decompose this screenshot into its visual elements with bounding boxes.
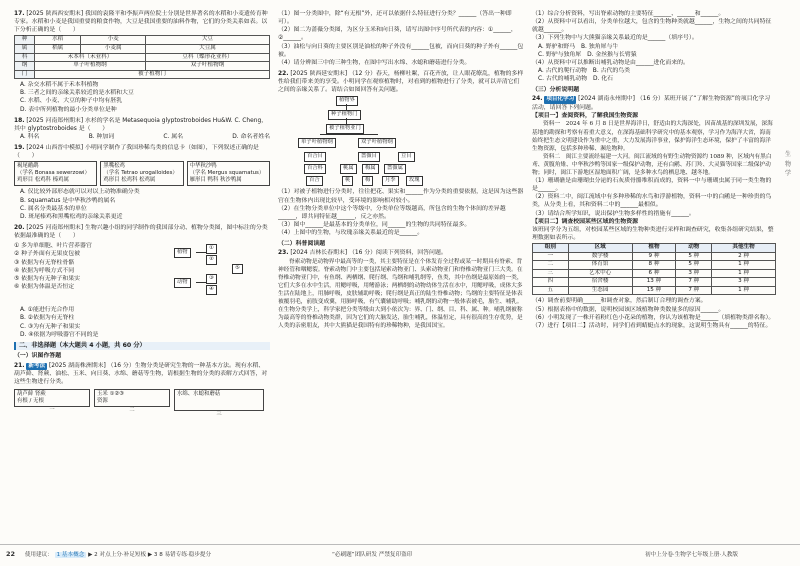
option: C. 古代的哺乳动物 D. 化石 bbox=[538, 76, 614, 83]
table-cell: 生态园 bbox=[568, 286, 632, 295]
sub-question: （3）图中______是最基本的分类单位，同______的生物的共同特征最多。 bbox=[278, 221, 471, 228]
table-cell: 三 bbox=[533, 269, 569, 278]
table-row bbox=[533, 278, 776, 287]
figure-caption: 三 bbox=[216, 410, 222, 417]
tree-line bbox=[320, 134, 378, 135]
footer-left bbox=[6, 550, 211, 560]
tree-node: 月季 bbox=[382, 176, 399, 186]
question-20 bbox=[14, 224, 270, 339]
card-taxon: 雁形目 鸭科 秋沙鸭属 bbox=[189, 177, 242, 184]
sub-question: （5）根据表格中的数据，说明校园该区域植物种类数量多的原因______。 bbox=[532, 306, 725, 313]
new-method-badge: 新考法 bbox=[28, 362, 46, 369]
table-cell: 被子植物门 bbox=[35, 70, 270, 79]
table-cell: 宿舍楼 bbox=[568, 278, 632, 287]
side-margin-label bbox=[782, 150, 794, 179]
footer-steps: ▶ 2 对点上分·补足短板 ▶ 3 8 易错专练·稳步提分 bbox=[88, 552, 212, 559]
table-cell: 稻属 bbox=[35, 44, 81, 53]
table-cell: 2 种 bbox=[712, 252, 776, 261]
table-header: 区域 bbox=[568, 244, 632, 253]
table-row bbox=[533, 269, 776, 278]
table-cell: 禾本科（禾亚科） bbox=[35, 53, 146, 62]
option: B. ②依据为有无脊柱 bbox=[20, 315, 75, 322]
card-taxon: 鸡形目 松鸡科 松鸡属 bbox=[103, 177, 156, 184]
page-footer bbox=[0, 544, 800, 566]
subsection-heading: （一）识图作答题 bbox=[14, 353, 62, 360]
footer-middle: “必刷题”团队研发 严禁复印盗印 bbox=[332, 552, 413, 559]
question-22 bbox=[278, 70, 524, 237]
tree-node: 桃 bbox=[342, 176, 353, 186]
key-item: ⑤ 依据为有无种子和果实 bbox=[14, 275, 81, 282]
figure-box bbox=[174, 389, 264, 411]
bird-info-cards bbox=[14, 161, 270, 186]
table-cell: 1 种 bbox=[712, 286, 776, 295]
card-latin: （学名 Mergus squamatus） bbox=[189, 170, 265, 177]
figure-label: 资源 bbox=[97, 397, 108, 404]
option: C. 属名 bbox=[163, 134, 184, 140]
card-title: 黑嘴松鸡 bbox=[103, 163, 125, 170]
key-item: ① 多为单细胞、叶片营养器官 bbox=[14, 243, 92, 250]
column-right bbox=[532, 10, 776, 540]
figure-caption: 二 bbox=[129, 406, 135, 413]
option: A. 仅比较外部形态就可以对以上动物准确分类 bbox=[20, 189, 140, 196]
question-text: 水杉的学名是 Metasequoia glyptostroboides Hu&W. C. Cheng，其中 glyptostroboides 是（ ） bbox=[14, 117, 268, 132]
table-cell: 二 bbox=[533, 261, 569, 270]
card-latin: （学名 Tetrao urogalloides） bbox=[103, 170, 178, 177]
option: C. ③为有无种子和果实 bbox=[20, 323, 81, 330]
side-char: 物 bbox=[784, 160, 791, 168]
question-number: 23. bbox=[278, 250, 289, 257]
table-cell: 艺术中心 bbox=[568, 269, 632, 278]
question-source: [2025 湖南株洲期末] bbox=[48, 362, 106, 369]
sub-question: （4）请分辨图三中的三种生物，在图中写出水绵、水螅和蘑菇进行分类。 bbox=[278, 59, 471, 66]
sub-question: （1）对被子植物进行分类时，往往把花、果实和______作为分类的重要依据，这是因为这些器官在生物体内出现比较早，受环境的影响相对较小。 bbox=[278, 189, 524, 204]
question-source: [2025 陕西西安期末] bbox=[26, 11, 84, 17]
sub-question: （4）调查前要明确______和调查对象，然后制订合理的调查方案。 bbox=[532, 298, 707, 305]
question-24 bbox=[532, 95, 776, 330]
tree-node: ① bbox=[206, 244, 217, 254]
table-cell: 种 bbox=[15, 36, 35, 45]
figure-label: 无根 bbox=[33, 397, 44, 404]
footer-label: 使用建议： bbox=[24, 552, 53, 559]
table-header: 动物 bbox=[676, 244, 712, 253]
tree-line bbox=[196, 252, 206, 253]
options-row bbox=[14, 133, 270, 141]
table-cell: 7 种 bbox=[676, 286, 712, 295]
sub-question: （3）请结合所学知识，说出保护生物多样性的措施有______。 bbox=[532, 210, 695, 217]
question-source: [2025 陕西延安期末] bbox=[290, 70, 348, 77]
option: D. ④依据为呼吸器官不同的是 bbox=[20, 331, 99, 338]
tree-node: 蔷薇目 bbox=[358, 152, 380, 162]
subsection-heading: （三）分析说明题 bbox=[532, 87, 580, 94]
tree-node: 梅属 bbox=[362, 164, 379, 174]
table-cell: 双子叶植物纲 bbox=[145, 62, 269, 71]
figure-label: 有根 bbox=[17, 397, 28, 404]
column-left bbox=[14, 10, 270, 540]
classification-key-figure bbox=[14, 242, 270, 304]
option: A. ①能进行光合作用 bbox=[20, 307, 75, 314]
sub-question: （3）油松与向日葵的主要区别是油松的种子外没有______包被，而向日葵的种子外有______包被。 bbox=[278, 43, 524, 58]
table-cell: 小麦属 bbox=[81, 44, 146, 53]
option: D. 表中所列植物的最小分类单位是种 bbox=[20, 106, 117, 113]
question-source: [2024 吉林长春期末] bbox=[290, 250, 348, 257]
column-middle bbox=[278, 10, 524, 540]
sub-question: （2）图二为蔷薇分类图，为区分玉米和向日葵，请写出图中序号所代表的内容：①______，②______。 bbox=[278, 27, 517, 42]
question-21-subquestions bbox=[278, 10, 524, 67]
project-learning-badge: 项目化学习 bbox=[546, 96, 575, 103]
table-cell: 9 种 bbox=[632, 252, 676, 261]
question-text: （12 分）春天，杨柳吐絮，百花齐放，让人眼花缭乱，植物的多样性给我们带来美的享受。小明同学在观察植物时，对看到的植物进行了分类，就可以弄清它们之间的亲缘关系了。请结合如图回答有关问题。 bbox=[278, 70, 524, 94]
option: A. 科名 bbox=[20, 134, 40, 140]
question-text: （16 分）阅读下列资料，回答问题。 bbox=[349, 250, 447, 257]
info-card bbox=[100, 161, 183, 186]
table-cell: 小麦 bbox=[81, 36, 146, 45]
page-number: 22 bbox=[6, 550, 16, 559]
question-23 bbox=[278, 249, 524, 330]
sub-question: （2）从资料中可以看出，分类单位越大，包含的生物种类就越______，生物之间的共同特征就越______。 bbox=[532, 19, 772, 34]
figure-two bbox=[94, 389, 170, 414]
option: D. 斑尾榛鸡和黑嘴松鸡的亲缘关系更近 bbox=[20, 213, 123, 220]
sub-question: （2）资料二中，闽江流域中有多种珍稀的水鸟和浮游植物，资料一中的白鹇是一种珍贵的鸟类，从分类上看，其和资料二中的______最相似。 bbox=[532, 194, 772, 209]
figure-box: 葫芦藓 肾蕨 有根 / 无根 bbox=[14, 389, 90, 407]
tree-node: 种子植物门 bbox=[328, 110, 361, 120]
question-21 bbox=[14, 362, 270, 418]
tree-node: ④ bbox=[206, 285, 217, 295]
table-header: 其他生物 bbox=[712, 244, 776, 253]
question-source: [2025 河南郑州期末] bbox=[26, 117, 84, 124]
table-cell: 一 bbox=[533, 252, 569, 261]
tree-node: 桃属 bbox=[340, 164, 357, 174]
table-header: 植物 bbox=[632, 244, 676, 253]
question-source: [2024 山西晋中模拟] bbox=[26, 145, 84, 152]
figure-caption: 一 bbox=[49, 406, 55, 413]
question-text: 小明同学制作了我国珍稀鸟类的信息卡（如图），下列叙述正确的是（ ） bbox=[14, 145, 259, 160]
tree-node: 玫瑰 bbox=[406, 176, 423, 186]
subsection-heading: （二）科普阅读题 bbox=[278, 241, 326, 248]
tree-node: 百合 bbox=[306, 176, 323, 186]
option: B. 三者之间的亲缘关系较近的是水稻和大豆 bbox=[20, 90, 134, 97]
table-cell: 1 种 bbox=[712, 269, 776, 278]
question-number: 20. bbox=[14, 225, 25, 232]
section-heading: 二、非选择题（本大题共 4 小题，共 60 分） bbox=[14, 342, 270, 351]
tree-node: 植物 bbox=[174, 248, 191, 258]
sub-question: （2）在生物分类单位中这个等级中，分类单位等级越高，所包含的生物个体间的差异越______，即共同特征越______，反之亦然。 bbox=[278, 205, 506, 220]
table-header: 组别 bbox=[533, 244, 569, 253]
key-list bbox=[14, 242, 164, 291]
sub-question: （1）图一分类图中，除“有无根”外，还可以依据什么特征进行分类？______（答出一种即可）。 bbox=[278, 11, 512, 26]
figure-box bbox=[94, 389, 170, 407]
option: A. 杂交水稻不属于禾本科植物 bbox=[20, 82, 99, 89]
option: B. squamatus 是中华秋沙鸭的属名 bbox=[20, 197, 116, 204]
project-text: 该班同学分为五组，对校园某些区域的生物种类进行采样和调查研究，收集各组研究结果，整理数据如表所示。 bbox=[532, 226, 774, 242]
table-cell: 6 种 bbox=[632, 269, 676, 278]
question-text: （16 分）生物分类是研究生物的一种基本方法。现有水稻、葫芦藓、肾蕨、油松、玉米、向日葵、水绵、蘑菇等生物，请根据生物的分类的表解方式回答，对这些生物进行分类。 bbox=[14, 362, 268, 386]
table-cell: 体育馆 bbox=[568, 261, 632, 270]
table-cell: 纲 bbox=[15, 62, 35, 71]
tree-node: 被子植物亚门 bbox=[326, 124, 364, 134]
question-text: 我国的袁隆平和李振声两位院士分别是世界著名的水稻和小麦遗传育种专家。水稻和小麦是我国重要的粮食作物，大豆是我国重要的油料作物，它们的分类关系如表。以下分析正确的是（ ） bbox=[14, 11, 268, 34]
sub-question: （6）小明发现了一株开着粉红色小花朵的植物，你认为该植物是______（填植物类群名称）。 bbox=[532, 314, 775, 321]
sub-question: （7）进行【项目二】活动时，同学们看到蜻蜓点水的现象，这说明生物具有______的特征。 bbox=[532, 322, 772, 329]
question-number: 19. bbox=[14, 145, 25, 152]
question-19 bbox=[14, 144, 270, 221]
tree-node: ③ bbox=[206, 274, 217, 284]
figure-label: 葫芦藓 肾蕨 bbox=[17, 390, 46, 397]
table-cell: 13 种 bbox=[632, 278, 676, 287]
info-card bbox=[14, 161, 97, 186]
reading-passage: 脊索动物是动物界中最高等的一类，其主要特征是在个体发育全过程或某一时期具有脊索、背神经管和咽鳃裂。脊索动物门中主要包括尾索动物亚门、头索动物亚门和脊椎动物亚门三大类。在脊椎动物亚门中，有鱼纲、两栖纲、爬行纲、鸟纲和哺乳纲等，鱼类，其中鱼纲是最原始的一类，它们大多在水中生活，用鳃呼吸，用鳍游泳；两栖纲的动物幼体生活在水中，用鳃呼吸，成体大多生活在陆地上，用肺呼吸，皮肤辅助呼吸；爬行纲是真正的陆生脊椎动物；鸟纲的主要特征是体表被覆羽毛，前肢变成翼，用肺呼吸，有气囊辅助呼吸；哺乳纲的动物一般体表被毛，胎生、哺乳。在生物分类学上，科学家把分类等级由大到小依次为：界、门、纲、目、科、属、种。哺乳纲被称为最高等的脊椎动物类群，因为它们的大脑发达，胎生哺乳，体温恒定，具有很高的生存优势，是人类的亲密朋友，其中大熊猫是我国特有的珍稀物种，是我国国宝。 bbox=[278, 258, 523, 330]
table-cell: 8 种 bbox=[632, 261, 676, 270]
card-title: 中华秋沙鸭 bbox=[189, 163, 217, 170]
option: A. 古代的爬行动物 B. 古代的鸟类 bbox=[538, 67, 631, 74]
tree-line bbox=[196, 282, 206, 283]
table-cell: 5 种 bbox=[676, 261, 712, 270]
survey-table bbox=[532, 243, 776, 295]
table-cell: 7 种 bbox=[676, 278, 712, 287]
option: A. 野驴和野马 B. 独角犀与牛 bbox=[538, 43, 619, 50]
classification-figures bbox=[14, 389, 270, 418]
project-heading: 【项目一】查阅资料，了解我国生物资源 bbox=[532, 113, 639, 120]
table-cell: 单子叶植物纲 bbox=[35, 62, 146, 71]
info-card bbox=[187, 161, 270, 186]
tree-node: 植物界 bbox=[336, 96, 358, 106]
key-item: ③ 依据为有无脊柱骨骼 bbox=[14, 259, 75, 266]
question-text: 生物兴趣小组的同学制作的我国部分动、植物分类图，图中标注的分类依据最准确的是（ ） bbox=[14, 225, 268, 240]
option: C. 水稻、小麦、大豆的种子中均有胚乳 bbox=[20, 98, 123, 105]
key-item: ④ 依据为呼吸方式不同 bbox=[14, 267, 75, 274]
table-cell: 大豆 bbox=[145, 36, 269, 45]
table-cell: 五 bbox=[533, 286, 569, 295]
figure-three bbox=[174, 389, 264, 418]
tree-node: 百合科 bbox=[304, 164, 326, 174]
table-cell: 四 bbox=[533, 278, 569, 287]
tree-node: 动物 bbox=[174, 278, 191, 288]
question-source: [2025 河南郑州期末] bbox=[26, 225, 84, 232]
table-row bbox=[533, 286, 776, 295]
key-tree bbox=[174, 244, 266, 300]
tree-node: ② bbox=[206, 255, 217, 265]
question-number: 17. bbox=[14, 11, 25, 17]
footer-tag: 1 基本概念 bbox=[56, 552, 85, 559]
question-18 bbox=[14, 117, 270, 141]
tree-node: 双子叶植物纲 bbox=[358, 138, 396, 148]
side-char: 生 bbox=[784, 151, 791, 158]
tree-node: 梅 bbox=[362, 176, 373, 186]
tree-node: 豆目 bbox=[398, 152, 415, 162]
table-cell: 豆科（蝶形花亚科） bbox=[145, 53, 269, 62]
tree-node: 单子叶植物纲 bbox=[298, 138, 336, 148]
table-cell: 3 种 bbox=[712, 278, 776, 287]
plant-classification-tree bbox=[298, 96, 448, 186]
card-latin: （学名 Bonasa sewerzowi） bbox=[17, 170, 90, 177]
side-char: 学 bbox=[784, 170, 791, 178]
classification-table bbox=[14, 35, 270, 79]
question-text: （16 分）某班开展了“了解生物资源”的项目化学习活动，请回答下列问题。 bbox=[532, 96, 771, 112]
sub-question: （4）从资料中可以推断出哺乳动物是由______进化而来的。 bbox=[532, 59, 689, 66]
question-17 bbox=[14, 10, 270, 114]
table-cell: 属 bbox=[15, 44, 35, 53]
figure-label: 玉米 ①②③ bbox=[97, 390, 124, 397]
question-number: 24. bbox=[532, 96, 543, 103]
table-row bbox=[533, 252, 776, 261]
sub-question: （1）综合分析资料，写出脊索动物的主要特征______、______和______。 bbox=[532, 11, 725, 17]
table-cell: 15 种 bbox=[632, 286, 676, 295]
material-one: 资料一 2024 年 6 月 8 日是世界海洋日，舒适由的大海深处，因苗战基的深圳发展，深海基地的勘探和考察有着重大意义，在深海基础科学研究中的基本观察，学习作为海洋大省，海南始终把生态文明建设作为重中之重，大力发展海洋事业，保护海洋生态环境，保护了丰富的海洋生物资源，包括多种珍稀、濒危物种。 bbox=[532, 121, 773, 152]
footer-right: 初中上分卷·生物学七年级上册·人教版 bbox=[644, 552, 738, 559]
tree-node: 蔷薇属 bbox=[384, 164, 406, 174]
sub-question: （3）下列生物中与大熊猫亲缘关系最近的是______（填序号）。 bbox=[532, 35, 698, 42]
table-cell: 数学楼 bbox=[568, 252, 632, 261]
option: D. 命名者姓名 bbox=[232, 134, 270, 140]
key-item: ② 种子外面有无果皮包被 bbox=[14, 251, 81, 258]
question-number: 18. bbox=[14, 117, 25, 124]
table-cell: 5 种 bbox=[676, 252, 712, 261]
table-row bbox=[533, 261, 776, 270]
sub-question: （4）上图中的生物，与玫瑰亲缘关系最近的是______。 bbox=[278, 230, 424, 237]
question-source: [2024 湖南永州期中] bbox=[578, 96, 635, 103]
figure-label: 水绵、水螅和蘑菇 bbox=[177, 390, 221, 397]
question-number: 21. bbox=[14, 362, 25, 369]
card-taxon: 鸡形目 松鸡科 榛鸡属 bbox=[17, 177, 69, 184]
tree-node: ⑤ bbox=[232, 264, 243, 274]
option: C. 属名分类最基本的单位 bbox=[20, 205, 87, 212]
option: B. 种加词 bbox=[88, 134, 115, 140]
material-two: 资料二 闽江主要流经福建一大河。闽江流域的有野生动物资源约 1089 种，区域内有黑白鸢、黄腹角雉、中华秋沙鸭等国家一级保护动物，还有白鹇、苏门羚、大灵猫等国家二级保护动物；同时，闽江下游地区湿地面积广阔，是多种水鸟的栖息地、越冬地。 bbox=[532, 153, 772, 176]
figure-one bbox=[14, 389, 90, 414]
table-cell: 大豆属 bbox=[145, 44, 269, 53]
table-cell: 门 bbox=[15, 70, 35, 79]
key-item: ⑥ 依据为体温是否恒定 bbox=[14, 284, 75, 291]
table-cell: 1 种 bbox=[712, 261, 776, 270]
card-title: 褐尾鸸鹋 bbox=[17, 163, 39, 170]
project-heading: 【项目二】调查校园某些区域的生物资源 bbox=[532, 218, 639, 225]
option: C. 野驴与独角犀 D. 金丝猴与长臂猿 bbox=[538, 51, 637, 58]
table-cell: 3 种 bbox=[676, 269, 712, 278]
tree-node: 百合目 bbox=[304, 152, 326, 162]
sub-question: （1）珊瑚礁是由珊瑚虫分泌的石灰质骨骼堆积而成的，资料一中与珊瑚虫属于同一类生物的是______。 bbox=[532, 178, 772, 193]
question-23-subquestions bbox=[532, 10, 776, 83]
table-cell: 水稻 bbox=[35, 36, 81, 45]
question-number: 22. bbox=[278, 70, 289, 77]
table-cell: 科 bbox=[15, 53, 35, 62]
